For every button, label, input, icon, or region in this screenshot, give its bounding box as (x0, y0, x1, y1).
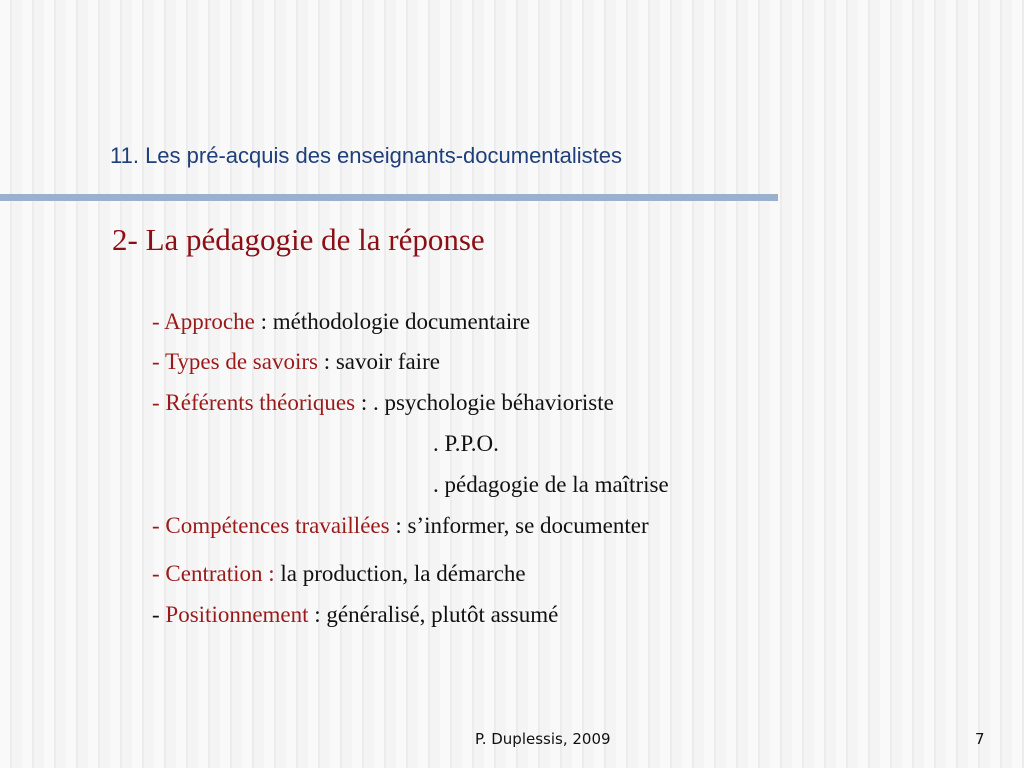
item-pedagogie-maitrise (433, 473, 669, 496)
item-positionnement (152, 603, 558, 626)
item-label: - Compétences travaillées (152, 513, 390, 538)
item-label: - Approche (152, 309, 255, 334)
page-number: 7 (975, 730, 985, 748)
slide-title: 11. Les pré-acquis des enseignants-documentalistes (110, 143, 623, 168)
item-centration (152, 562, 526, 585)
item-value: : s’informer, se documenter (389, 513, 649, 538)
item-dash: - (152, 602, 166, 627)
item-label: - Types de savoirs (152, 349, 318, 374)
item-label: - Centration : (152, 561, 275, 586)
item-value: : méthodologie documentaire (254, 309, 531, 334)
footer-author: P. Duplessis, 2009 (475, 730, 611, 748)
item-referents-theoriques (152, 391, 614, 414)
item-label: Positionnement (165, 602, 309, 627)
item-value: : savoir faire (317, 349, 440, 374)
item-label: - Référents théoriques (152, 390, 356, 415)
item-approche (152, 310, 530, 333)
item-competences (152, 514, 649, 537)
item-ppo (433, 432, 499, 455)
slide-subtitle: 2- La pédagogie de la réponse (112, 222, 485, 257)
item-value: : . psychologie béhavioriste (355, 390, 614, 415)
item-value: la production, la démarche (274, 561, 526, 586)
title-divider (0, 194, 778, 201)
item-value: . pédagogie de la maîtrise (433, 472, 669, 497)
item-value: . P.P.O. (433, 431, 499, 456)
item-value: : généralisé, plutôt assumé (308, 602, 559, 627)
item-types-de-savoirs (152, 350, 440, 373)
